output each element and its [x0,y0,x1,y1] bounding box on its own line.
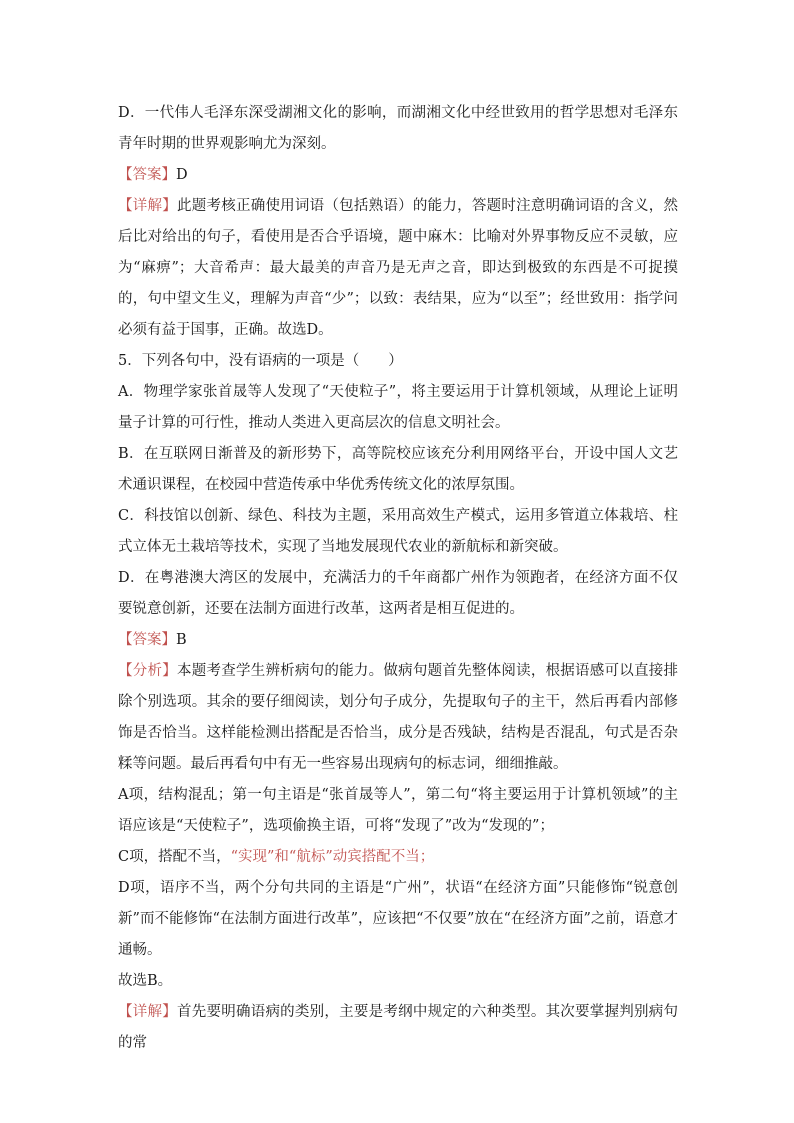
document-page [118,98,678,1059]
answer-tag: 【答案】 [118,632,176,648]
question-5-option-d: D．在粤港澳大湾区的发展中，充满活力的千年商都广州作为领跑者，在经济方面不仅要锐意创新，还要在法制方面进行改革，这两者是相互促进的。 [118,570,678,617]
detail-paragraph: 【详解】首先要明确语病的类别，主要是考纲中规定的六种类型。其次要掌握判别病句的常 [118,1004,679,1051]
detail-tag: 【详解】 [118,1004,177,1020]
question-5-option-c: C．科技馆以创新、绿色、科技为主题，采用高效生产模式，运用多管道立体栽培、柱式立体无土栽培等技术，实现了当地发展现代农业的新航标和新突破。 [118,508,678,555]
analysis-tag: 【分析】 [118,663,177,679]
explanation-paragraph: 【详解】此题考核正确使用词语（包括熟语）的能力，答题时注意明确词语的含义，然后比对给出的句子，看使用是否合乎语境，题中麻木：比喻对外界事物反应不灵敏，应为“麻痹”；大音希声：最大最美的声音乃是无声之音，即达到极致的东西是不可捉摸的，句中望文生义，理解为声音“少”；以致：表结果，应为“以至”；经世致用：指学问必须有益于国事，正确。故选D。 [118,198,679,338]
answer-tag: 【答案】 [118,167,176,183]
answer-line: 【答案】B [118,632,187,648]
explanation-tag: 【详解】 [118,198,177,214]
analysis-paragraph: 【分析】本题考查学生辨析病句的能力。做病句题首先整体阅读，根据语感可以直接排除个别选项。其余的要仔细阅读，划分句子成分，先提取句子的主干，然后再看内部修饰是否恰当。这样能检测出搭配是否恰当，成分是否残缺，结构是否混乱，句式是否杂糅等问题。最后再看句中有无一些容易出现病句的标志词，细细推敲。 [118,663,679,772]
answer-line: 【答案】D [118,167,188,183]
question-5-option-a: A．物理学家张首晟等人发现了“天使粒子”，将主要运用于计算机领域，从理论上证明量子计算的可行性，推动人类进入更高层次的信息文明社会。 [118,384,678,431]
final-choice: 故选B。 [118,973,173,989]
analysis-item-a: A项，结构混乱；第一句主语是“张首晟等人”，第二句“将主要运用于计算机领域”的主语应该是“天使粒子”，选项偷换主语，可将“发现了”改为“发现的”； [118,787,678,834]
option-d-text: D．一代伟人毛泽东深受湖湘文化的影响，而湖湘文化中经世致用的哲学思想对毛泽东青年时期的世界观影响尤为深刻。 [118,105,678,152]
analysis-item-d: D项，语序不当，两个分句共同的主语是“广州”，状语“在经济方面”只能修饰“锐意创新”而不能修饰“在法制方面进行改革”，应该把“不仅要”放在“在经济方面”之前，语意才通畅。 [118,880,678,958]
question-5-option-b: B．在互联网日渐普及的新形势下，高等院校应该充分利用网络平台，开设中国人文艺术通识课程，在校园中营造传承中华优秀传统文化的浓厚氛围。 [118,446,678,493]
analysis-item-c-red: “实现”和“航标”动宾搭配不当； [230,849,435,865]
analysis-item-c: C项，搭配不当，“实现”和“航标”动宾搭配不当； [118,849,435,865]
question-5-stem: 5．下列各句中，没有语病的一项是（ ） [118,353,403,369]
